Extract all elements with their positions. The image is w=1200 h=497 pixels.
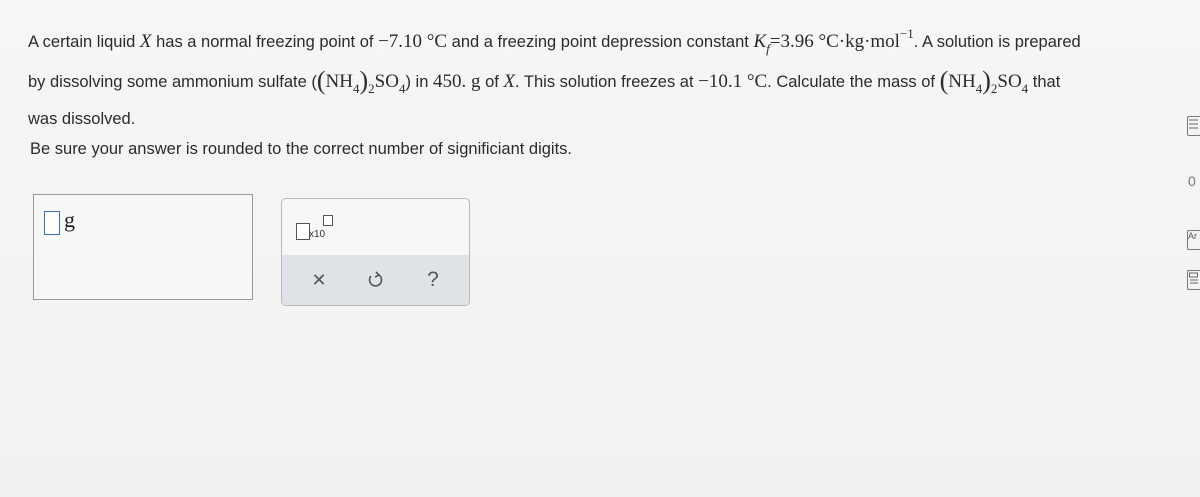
close-icon: ✕ (311, 269, 327, 290)
answer-unit: g (64, 207, 75, 232)
scientific-notation-button[interactable] (296, 215, 340, 245)
side-tool-2[interactable] (1188, 173, 1200, 191)
problem-line-1: A certain liquid X has a normal freezing point of −7.10 °C and a freezing point depression constant $K_f=3.96$ °C·kg·mol$^{-1}$. A solution is prepared (28, 26, 1081, 56)
calculator-icon (1188, 271, 1198, 287)
instruction-text: Be sure your answer is rounded to the correct number of significiant digits. (30, 140, 573, 158)
exponent-box-icon (323, 215, 333, 226)
help-icon: ? (427, 268, 439, 291)
answer-box[interactable] (33, 194, 253, 300)
mantissa-box-icon (296, 223, 310, 240)
help-button[interactable] (418, 264, 448, 296)
solution-freezing-point: −10.1 °C (698, 71, 768, 92)
clear-button[interactable] (304, 264, 334, 296)
answer-input[interactable] (44, 211, 60, 235)
kf-value: =3.96 °C·kg·mol (769, 31, 900, 52)
side-tool-4[interactable] (1187, 270, 1200, 290)
math-tool-panel (281, 198, 470, 306)
kf-symbol: K (753, 31, 767, 52)
side-tool-1[interactable] (1187, 116, 1200, 136)
periodic-value-icon: 0 (1188, 173, 1196, 189)
normal-freezing-point: −7.10 °C (378, 31, 448, 52)
tool-action-bar (282, 255, 469, 305)
problem-line-2: by dissolving some ammonium sulfate $((NH_4)_2SO_4)$ in 450. g of X. This solution freezes at −10.1 °C. Calculate the mass of $(NH_4)_2SO_4$ that (28, 66, 1061, 96)
problem-statement (28, 24, 1158, 137)
side-tool-3[interactable] (1187, 230, 1200, 250)
undo-icon (367, 270, 385, 290)
undo-button[interactable] (361, 264, 391, 296)
solvent-mass: 450. g (432, 71, 481, 92)
element-icon: Ar (1188, 231, 1197, 241)
table-icon (1188, 117, 1198, 133)
x10-label: x10 (309, 229, 326, 240)
problem-line-3: was dissolved. (28, 110, 136, 128)
